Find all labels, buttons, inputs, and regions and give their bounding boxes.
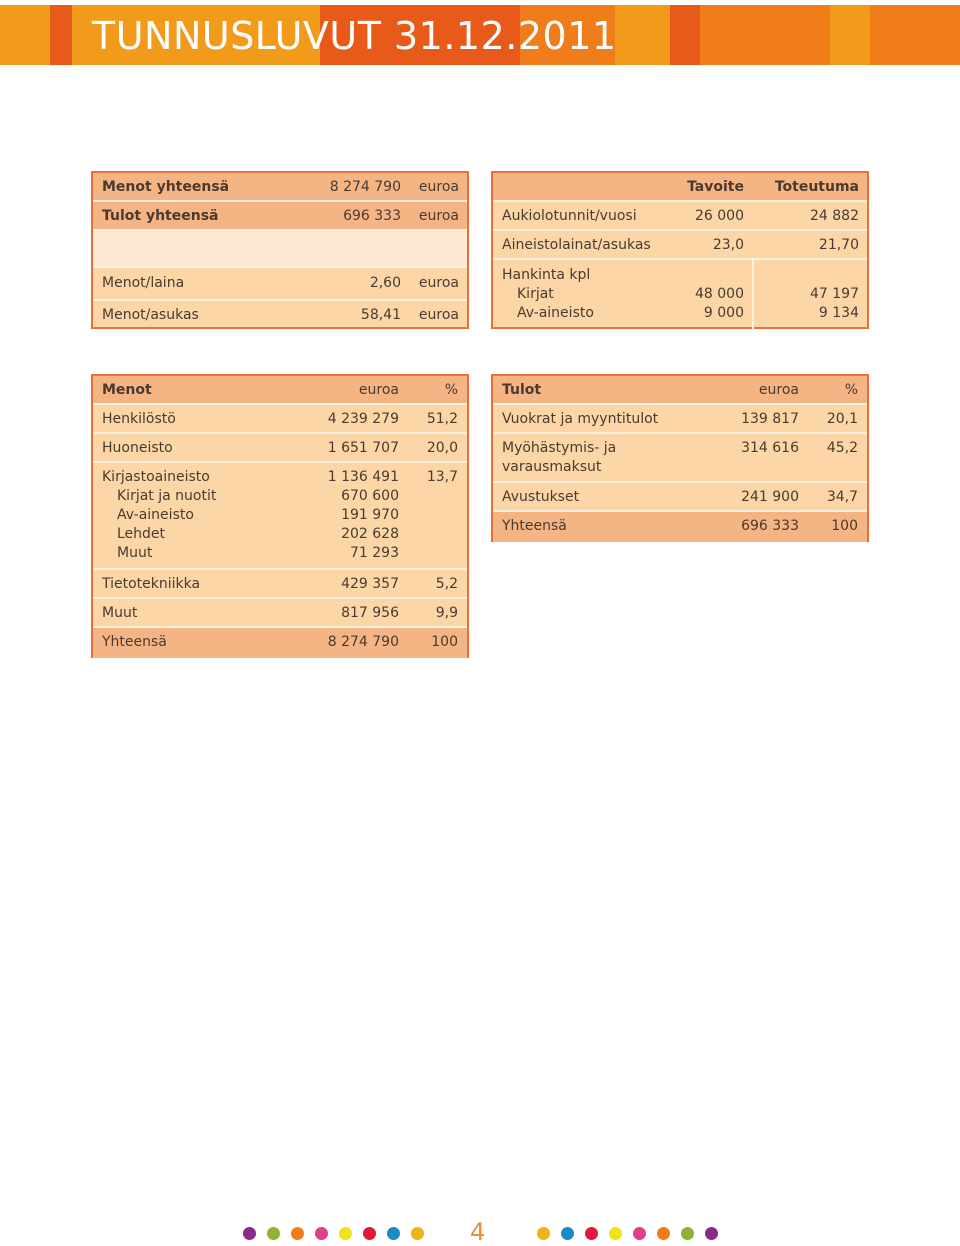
summary-row xyxy=(93,173,467,202)
banner-stripe xyxy=(50,5,72,65)
footer-dot-icon xyxy=(633,1227,646,1240)
expenses-header-row xyxy=(93,376,467,405)
footer-dot-icon xyxy=(339,1227,352,1240)
income-pct: 45,2 xyxy=(826,440,858,456)
targets-header-row xyxy=(493,173,867,202)
expenses-row xyxy=(93,599,467,628)
expenses-total-pct: 100 xyxy=(431,634,458,650)
acquisitions-label: Hankinta kpl xyxy=(502,267,591,283)
acquisition-item-target: 9 000 xyxy=(703,305,744,321)
expenses-label: Huoneisto xyxy=(102,440,173,456)
library-item-label: Kirjat ja nuotit xyxy=(117,488,217,504)
income-row xyxy=(493,405,867,434)
banner-stripe xyxy=(615,5,670,65)
expenses-table xyxy=(91,374,469,658)
targets-label: Aineistolainat/asukas xyxy=(502,237,651,253)
income-table xyxy=(491,374,869,542)
expenses-value: 1 651 707 xyxy=(327,440,399,456)
footer-dot-icon xyxy=(561,1227,574,1240)
expenses-label: Tietotekniikka xyxy=(102,576,201,592)
targets-actual: 21,70 xyxy=(818,237,859,253)
targets-table xyxy=(491,171,869,329)
footer-dot-icon xyxy=(363,1227,376,1240)
summary-table xyxy=(91,171,469,329)
footer-dot-icon xyxy=(387,1227,400,1240)
income-value: 241 900 xyxy=(741,489,799,505)
expenses-pct: 9,9 xyxy=(435,605,458,621)
summary-unit: euroa xyxy=(418,208,459,224)
acquisition-item-actual: 47 197 xyxy=(810,286,859,302)
acquisition-item-target: 48 000 xyxy=(695,286,744,302)
banner-stripe xyxy=(0,5,50,65)
income-pct: 34,7 xyxy=(826,489,858,505)
income-title: Tulot xyxy=(502,382,542,398)
footer-dot-icon xyxy=(657,1227,670,1240)
expenses-row xyxy=(93,405,467,434)
summary-row xyxy=(93,202,467,231)
income-row xyxy=(493,434,867,483)
column-divider xyxy=(752,260,754,329)
income-value: 314 616 xyxy=(741,440,799,456)
targets-label: Aukiolotunnit/vuosi xyxy=(502,208,637,224)
footer-dot-icon xyxy=(609,1227,622,1240)
expenses-total-label: Yhteensä xyxy=(102,634,167,650)
header-banner xyxy=(0,5,960,65)
acquisition-item-actual: 9 134 xyxy=(818,305,859,321)
expenses-pct: 5,2 xyxy=(435,576,458,592)
banner-stripe xyxy=(670,5,700,65)
library-item-label: Muut xyxy=(117,545,153,561)
expenses-col-pct: % xyxy=(444,382,458,398)
footer-dots-right xyxy=(537,1227,727,1241)
summary-unit: euroa xyxy=(418,307,459,323)
income-total-pct: 100 xyxy=(831,518,858,534)
income-value: 139 817 xyxy=(741,411,799,427)
footer-dot-icon xyxy=(411,1227,424,1240)
library-item-value: 670 600 xyxy=(341,488,399,504)
footer-dot-icon xyxy=(243,1227,256,1240)
targets-col-actual: Toteutuma xyxy=(774,179,859,195)
summary-label: Menot/asukas xyxy=(102,307,199,323)
summary-unit: euroa xyxy=(418,179,459,195)
banner-stripe xyxy=(870,5,960,65)
expenses-pct: 13,7 xyxy=(426,469,458,485)
expenses-row xyxy=(93,434,467,463)
targets-row xyxy=(493,231,867,260)
expenses-value: 1 136 491 xyxy=(327,469,399,485)
summary-value: 2,60 xyxy=(369,275,401,291)
library-item-value: 202 628 xyxy=(341,526,399,542)
banner-stripe xyxy=(700,5,830,65)
targets-acquisitions-row xyxy=(493,260,867,329)
income-total-value: 696 333 xyxy=(741,518,799,534)
expenses-value: 429 357 xyxy=(341,576,399,592)
banner-stripe xyxy=(830,5,870,65)
library-item-label: Lehdet xyxy=(117,526,166,542)
library-item-value: 71 293 xyxy=(350,545,399,561)
income-col-euro: euroa xyxy=(758,382,799,398)
targets-target: 23,0 xyxy=(712,237,744,253)
expenses-label: Muut xyxy=(102,605,138,621)
summary-spacer-row xyxy=(93,231,467,268)
summary-row xyxy=(93,268,467,301)
income-pct: 20,1 xyxy=(826,411,858,427)
footer-dot-icon xyxy=(585,1227,598,1240)
summary-value: 58,41 xyxy=(360,307,401,323)
expenses-total-value: 8 274 790 xyxy=(327,634,399,650)
page-number: 4 xyxy=(470,1218,486,1246)
expenses-library-row xyxy=(93,463,467,570)
expenses-title: Menot xyxy=(102,382,152,398)
income-total-row xyxy=(493,512,867,542)
expenses-value: 817 956 xyxy=(341,605,399,621)
targets-col-target: Tavoite xyxy=(687,179,744,195)
page-title: TUNNUSLUVUT 31.12.2011 xyxy=(92,14,617,58)
footer-dot-icon xyxy=(291,1227,304,1240)
income-header-row xyxy=(493,376,867,405)
expenses-label: Kirjastoaineisto xyxy=(102,469,210,485)
expenses-value: 4 239 279 xyxy=(327,411,399,427)
summary-label: Tulot yhteensä xyxy=(102,208,219,224)
targets-target: 26 000 xyxy=(695,208,744,224)
footer-dot-icon xyxy=(705,1227,718,1240)
library-item-value: 191 970 xyxy=(341,507,399,523)
footer-dot-icon xyxy=(267,1227,280,1240)
library-item-label: Av-aineisto xyxy=(117,507,194,523)
income-row xyxy=(493,483,867,512)
income-col-pct: % xyxy=(844,382,858,398)
income-label-continued: varausmaksut xyxy=(502,459,602,475)
footer-dots-left xyxy=(243,1227,433,1241)
income-label: Avustukset xyxy=(502,489,580,505)
summary-value: 696 333 xyxy=(343,208,401,224)
expenses-row xyxy=(93,570,467,599)
summary-value: 8 274 790 xyxy=(329,179,401,195)
footer-dot-icon xyxy=(537,1227,550,1240)
footer-dot-icon xyxy=(681,1227,694,1240)
income-total-label: Yhteensä xyxy=(502,518,567,534)
summary-row xyxy=(93,301,467,329)
income-label: Vuokrat ja myyntitulot xyxy=(502,411,659,427)
income-label: Myöhästymis- ja xyxy=(502,440,617,456)
acquisition-item-label: Kirjat xyxy=(517,286,554,302)
targets-actual: 24 882 xyxy=(810,208,859,224)
summary-unit: euroa xyxy=(418,275,459,291)
expenses-pct: 51,2 xyxy=(426,411,458,427)
summary-label: Menot/laina xyxy=(102,275,185,291)
footer-dot-icon xyxy=(315,1227,328,1240)
targets-row xyxy=(493,202,867,231)
expenses-label: Henkilöstö xyxy=(102,411,176,427)
summary-label: Menot yhteensä xyxy=(102,179,230,195)
expenses-col-euro: euroa xyxy=(358,382,399,398)
expenses-total-row xyxy=(93,628,467,658)
acquisition-item-label: Av-aineisto xyxy=(517,305,594,321)
expenses-pct: 20,0 xyxy=(426,440,458,456)
